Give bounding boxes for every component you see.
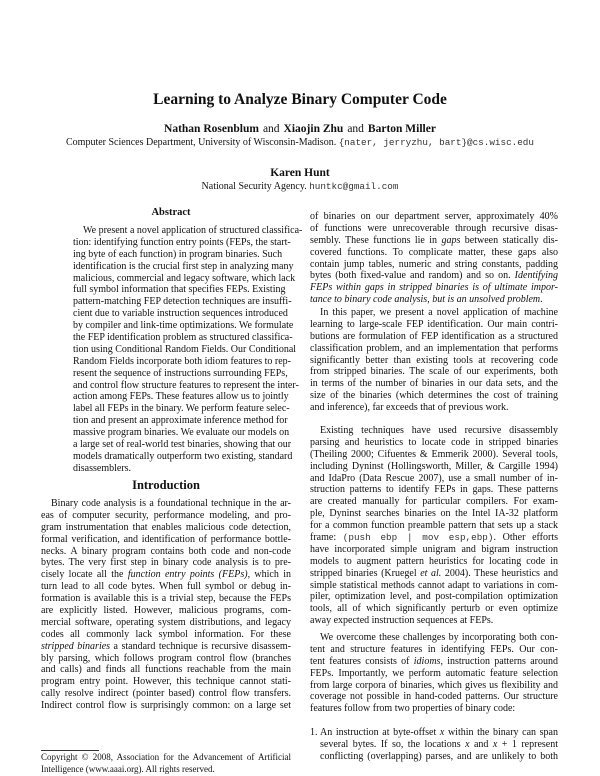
text-line [310, 508, 558, 520]
text-line [310, 484, 558, 496]
text-line [73, 427, 290, 439]
text-segment: covered functions. To complicate matter, these gaps also [310, 246, 558, 258]
text-segment: disassemblers. [73, 462, 132, 474]
text-line [310, 307, 558, 319]
list-item-text [320, 727, 558, 763]
text-segment: Binary code analysis is a foundational technique in the ar- [51, 498, 291, 509]
text-segment: from large corpora of binaries, which gives us flexibility and [310, 679, 558, 691]
text-line [73, 284, 286, 296]
text-line [41, 593, 291, 605]
text-line [41, 664, 291, 676]
text-segment: a standard technique is recursive disassem- [110, 640, 291, 652]
copyright-footnote [41, 752, 291, 776]
affiliation-text: Computer Sciences Department, University of Wisconsin-Madison. [66, 137, 339, 148]
text-line [310, 366, 558, 378]
text-line [41, 581, 291, 593]
text-segment: piler, optimization level, and post-compilation optimization [310, 591, 558, 603]
text-segment: tion using Conditional Random Fields. Our Conditional [73, 343, 297, 355]
text-line [41, 510, 291, 522]
text-line [310, 680, 558, 692]
text-line [41, 534, 291, 546]
text-segment: and [469, 738, 493, 750]
italic-text: x [465, 738, 470, 750]
text-segment: necks. A binary program contains both code and non-code [41, 545, 291, 557]
text-segment: ing byte of each function) in program binaries. Such [73, 248, 283, 260]
text-segment: Copyright © 2008, Association for the Advancement of Artificial [41, 752, 291, 762]
text-line [310, 319, 558, 331]
text-line [41, 752, 291, 764]
text-segment: are explicitly listed. However, malicious programs, com- [41, 605, 291, 617]
author-name: Xiaojin Zhu [283, 123, 344, 135]
italic-text: FEPs within gaps in stripped binaries is of ultimate impor- [310, 282, 558, 294]
text-segment: 2004). These heuristics and [441, 567, 558, 579]
text-segment: tion and present an approximate inference method for [73, 415, 288, 427]
text-line [310, 580, 558, 592]
text-line [310, 615, 558, 627]
text-line [310, 556, 558, 568]
text-line [310, 568, 558, 580]
author-email: {nater, jerryzhu, bart}@cs.wisc.edu [338, 137, 534, 148]
introduction-paragraph [41, 498, 291, 712]
author-affiliation [0, 181, 600, 192]
text-line [41, 605, 291, 617]
text-segment: of functions were unrecoverable through recursive disas- [310, 222, 558, 234]
text-line [310, 378, 558, 390]
text-line [41, 629, 291, 641]
text-segment: program entry point. However, this technique cannot stati- [41, 676, 291, 688]
text-segment: tent and structure features in identifying FEPs. Our con- [310, 643, 558, 655]
text-segment: from stripped binaries. The scale of our experiments, both [310, 366, 558, 378]
text-line [310, 544, 558, 556]
text-line [41, 700, 291, 712]
text-line [310, 656, 558, 668]
italic-text: Identifying [514, 270, 558, 282]
author-name: Karen Hunt [270, 167, 330, 179]
text-line [41, 653, 291, 665]
text-segment: pattern-matching FEP detection techniques are insuffi- [73, 296, 292, 308]
text-line [73, 236, 291, 249]
text-line [310, 449, 558, 461]
author-conjunction: and [347, 123, 364, 135]
text-segment: formal verification, and identification of performance bottle- [41, 533, 291, 545]
text-segment: frame: [310, 532, 343, 544]
text-segment: Existing techniques have used recursive disassembly [320, 425, 558, 436]
text-segment: cally resolve indirect (pointer based) control flow transfers. [41, 688, 291, 700]
text-segment: ple, Dyninst searches binaries on the Intel IA-32 platform [310, 508, 558, 520]
text-line [310, 331, 558, 343]
text-segment: full symbol information that specifies FEPs. Existing [73, 284, 286, 296]
text-line [73, 296, 292, 308]
text-segment: massive program binaries. We evaluate our models on [73, 427, 290, 439]
abstract-body [73, 225, 303, 475]
text-line [310, 235, 558, 247]
italic-text: function entry points (FEPs) [127, 569, 248, 581]
list-item [310, 727, 558, 763]
text-line [41, 641, 291, 653]
text-line [41, 569, 291, 581]
text-segment: between statically dis- [460, 234, 558, 246]
text-segment: coverage not possible in hand-coded patterns. Our structure [310, 691, 558, 703]
text-segment: several bytes. If so, the locations [320, 738, 466, 750]
text-segment: and control flow structure features to represent the inter- [73, 379, 299, 391]
text-line [73, 320, 294, 332]
text-line [73, 379, 299, 392]
text-segment: In this paper, we present a novel application of machine [320, 307, 558, 318]
text-line [310, 668, 558, 680]
italic-text: idioms [413, 655, 441, 667]
text-line [310, 461, 558, 473]
text-segment: identification is the crucial first step in analyzing many [73, 260, 294, 272]
text-segment: have incorporated simple unigram and bigram instruction [310, 543, 558, 555]
text-segment: size of the binaries (which determines the cost of training [310, 390, 558, 402]
text-segment: learning to large-scale FEP identification. Our main contri- [310, 318, 558, 330]
text-line [310, 270, 558, 282]
text-line [41, 688, 291, 700]
paper-title: Learning to Analyze Binary Computer Code [153, 91, 447, 108]
text-segment: stripped binaries (Kruegel [310, 567, 421, 579]
text-segment: gram instrumentation that enables malicious code detection, [41, 521, 291, 533]
text-line [73, 343, 297, 356]
body-paragraph [310, 632, 558, 715]
text-segment: significantly better than existing tools at recovering code [310, 354, 558, 366]
text-segment: features follow from two properties of binary code: [310, 703, 516, 715]
text-segment: the FEP identification problem as structured classifica- [73, 332, 293, 344]
text-segment: and inference), far exceeds that of previous work. [310, 402, 509, 414]
text-segment: parsing and heuristics to locate code in stripped binaries [310, 436, 558, 448]
text-line [73, 225, 303, 237]
author-name: Barton Miller [367, 123, 436, 135]
body-paragraph [310, 307, 558, 414]
text-line [73, 415, 288, 427]
text-segment: . [540, 294, 543, 306]
text-segment: of binaries on our department server, approximately 40% [310, 211, 558, 222]
text-segment: We overcome these challenges by incorporating both con- [320, 632, 558, 643]
text-line [41, 617, 291, 629]
text-line [310, 437, 558, 449]
text-line [73, 367, 288, 380]
text-segment: models to augment pattern heuristics for locating code in [310, 555, 558, 567]
text-segment: . Other efforts [493, 532, 558, 544]
text-segment: classification problem, and an implementation that performs [310, 342, 558, 354]
numbered-list [310, 727, 558, 763]
text-line [41, 557, 291, 569]
text-line [73, 463, 269, 475]
text-segment: in terms of the number of binaries in our data sets, and the [310, 378, 558, 390]
text-segment: label all FEPs in the binary. We perform feature selec- [73, 403, 290, 415]
text-line [41, 676, 291, 688]
text-segment: codes all commonly lack symbol information. For these [41, 628, 291, 640]
text-line [310, 603, 558, 615]
text-segment: eas of computer security, performance modeling, and pro- [41, 509, 291, 521]
text-segment: turn lead to all code bytes. When full symbol or debug in- [41, 581, 291, 593]
text-line [310, 343, 558, 355]
italic-text: gaps [441, 234, 461, 246]
text-line [41, 498, 291, 510]
text-line [73, 391, 289, 403]
text-line [41, 764, 291, 776]
text-segment: by compiler and link-time optimizations. We formulate [73, 320, 294, 332]
text-line [310, 402, 558, 414]
author-conjunction: and [262, 123, 280, 135]
text-segment: and IdaPro (Data Rescue 2007), use a small number of in- [310, 472, 558, 484]
text-segment: We present a novel application of structured classifica- [83, 225, 303, 236]
text-line [310, 425, 558, 437]
text-line [310, 390, 558, 402]
text-segment: sembly. These functions lie in [310, 234, 442, 246]
text-line [41, 546, 291, 558]
text-segment: are created manually for particular compilers. For exam- [310, 496, 558, 508]
text-segment: bytes (both fixed-value and random) and so on. [310, 270, 515, 282]
text-segment: Random Fields incorporate both idiom features to rep- [73, 355, 292, 367]
text-line [310, 355, 558, 367]
text-segment: Intelligence (www.aaai.org). All rights reserved. [41, 763, 215, 774]
text-segment: tent features consists of [310, 655, 414, 667]
text-segment: action among FEPs. These features allow us to jointly [73, 391, 289, 403]
italic-text: stripped binaries [41, 640, 111, 652]
text-line [320, 727, 558, 739]
text-line [310, 691, 558, 703]
text-segment: for a common function preamble pattern that sets up a stack [310, 520, 558, 532]
text-line [310, 632, 558, 644]
text-line [310, 532, 558, 544]
author-email: huntkc@gmail.com [309, 181, 399, 192]
italic-text: tance to binary code analysis, but is an unsolved problem [310, 294, 541, 306]
text-segment: bytes. The very first step in binary code analysis is to pre- [41, 557, 291, 569]
text-segment: resent the sequence of instructions surrounding FEPs, [73, 367, 288, 379]
text-line [310, 473, 558, 485]
text-line [310, 211, 558, 223]
list-marker: 1. [310, 727, 318, 738]
text-segment: tion: identifying function entry points (FEPs, the start- [73, 236, 291, 248]
text-line [73, 355, 292, 368]
text-segment: Indirect control flow is surprisingly common: on a large set [41, 700, 291, 712]
text-line [310, 496, 558, 508]
text-line [73, 260, 294, 273]
text-line [320, 751, 558, 763]
introduction-heading: Introduction [132, 478, 200, 492]
body-paragraph [310, 211, 558, 306]
text-segment: cisely locate all the [41, 569, 128, 581]
text-line [310, 282, 558, 294]
text-line [73, 439, 292, 451]
text-segment: malicious, commercial and legacy software, which lack [73, 272, 296, 284]
text-segment: , which in [247, 569, 291, 581]
text-segment: , instruction patterns around [440, 655, 559, 667]
author-name: Nathan Rosenblum [164, 123, 259, 135]
italic-text: et al. [420, 567, 442, 579]
text-line [310, 591, 558, 603]
text-segment: + 1 represent [497, 738, 558, 750]
text-line [41, 522, 291, 534]
text-line [310, 703, 558, 715]
text-line [73, 248, 283, 261]
text-line [73, 403, 290, 415]
text-segment: models dramatically outperform two existing, standard [73, 450, 293, 462]
text-segment: mercial software, operating system distributions, and legacy [41, 616, 291, 628]
affiliation-text: National Security Agency. [201, 181, 310, 192]
text-segment: FEPs. Importantly, we perform automatic feature selection [310, 667, 558, 679]
text-segment: simple statistical methods cannot adapt to variations in com- [310, 579, 558, 591]
text-segment: struction patterns to identify FEPs in gaps. These patterns [310, 484, 558, 496]
text-segment: including Dyninst (Hollingsworth, Miller, & Cargille 1994) [310, 460, 558, 472]
text-line [320, 739, 558, 751]
code-text: (push ebp | mov esp,ebp) [342, 532, 494, 544]
text-segment: contain jump tables, numeric and string constants, padding [310, 258, 558, 270]
text-segment: a large set of real-world test binaries, showing that our [73, 439, 292, 451]
text-segment: conflicting (overlapping) parses, and are unlikely to both [320, 750, 558, 762]
text-line [73, 272, 296, 285]
text-line [310, 259, 558, 271]
text-line [310, 520, 558, 532]
author-list [0, 123, 600, 135]
italic-text: x [492, 738, 498, 750]
text-segment: An instruction at byte-offset [320, 727, 440, 738]
text-segment: bly parsing, which follows program control flow (branches [41, 652, 291, 664]
text-line [73, 450, 293, 463]
text-segment: away expected instruction sequences at FEPs. [310, 615, 494, 627]
author-affiliation [0, 137, 600, 148]
text-segment: formation is available this is a trivial step, because the FEPs [41, 593, 291, 605]
text-segment: within the binary can span [444, 727, 558, 738]
text-line [310, 223, 558, 235]
text-segment: tools, all of which significantly perturb or even optimize [310, 603, 558, 615]
footnote-rule [41, 750, 99, 751]
text-segment: (Theiling 2000; Cifuentes & Emmerik 2000). Several tools, [310, 448, 558, 460]
body-paragraph [310, 425, 558, 627]
text-segment: butions are formulation of FEP identification as a structured [310, 330, 558, 342]
text-segment: cient due to variable instruction sequences introduced [73, 308, 288, 320]
text-line [310, 247, 558, 259]
text-line [73, 332, 293, 344]
text-line [310, 644, 558, 656]
text-line [310, 294, 558, 306]
text-line [73, 308, 288, 320]
text-segment: and calls) and finds all functions reachable from the main [41, 664, 291, 676]
abstract-heading: Abstract [151, 207, 191, 218]
italic-text: x [439, 727, 445, 738]
